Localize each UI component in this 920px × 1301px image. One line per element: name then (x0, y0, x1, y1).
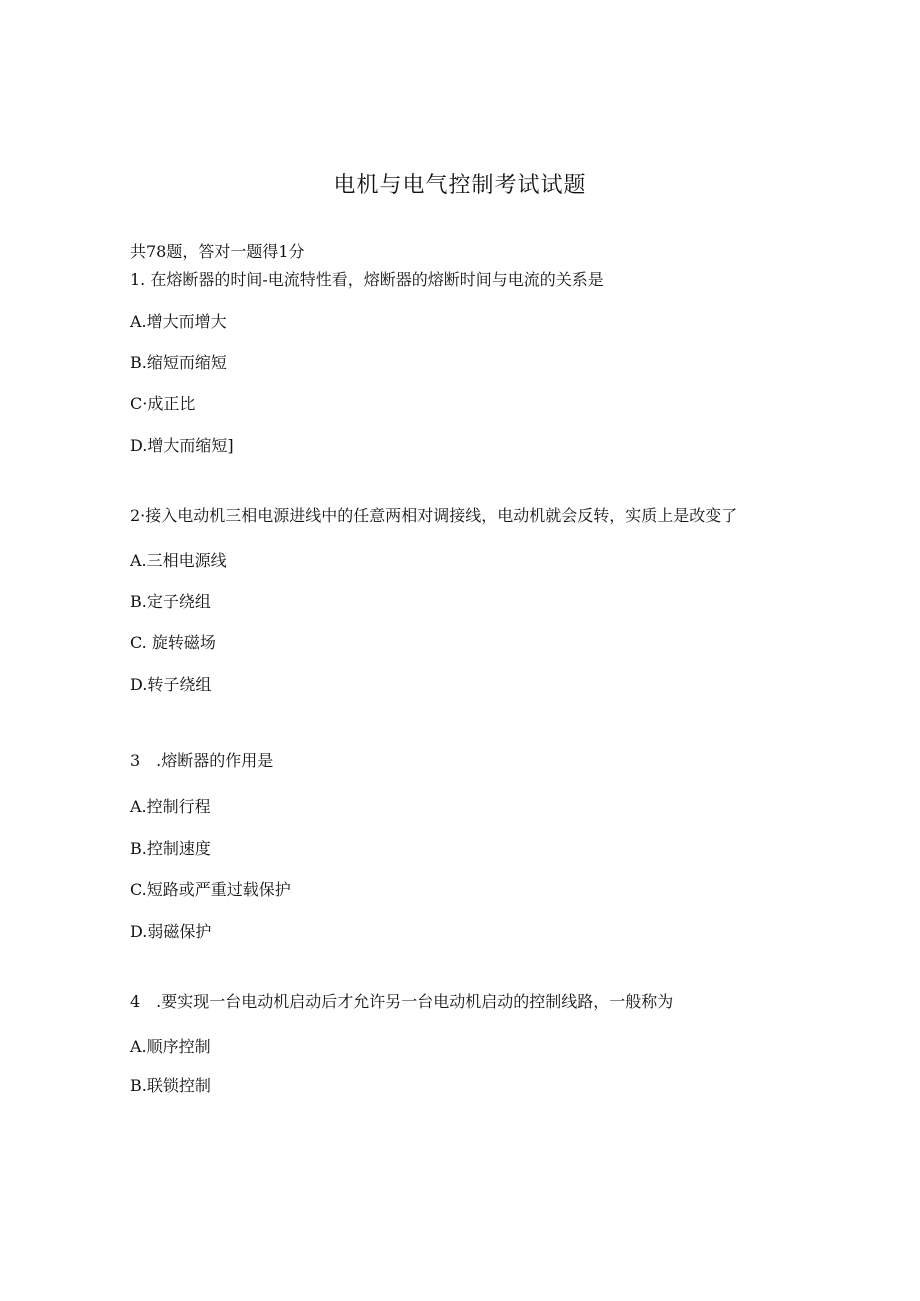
question-1-option-b: B.缩短而缩短 (130, 353, 227, 372)
question-1-option-c: C·成正比 (130, 394, 196, 413)
question-2-option-c: C. 旋转磁场 (130, 633, 216, 652)
document-title: 电机与电气控制考试试题 (333, 173, 587, 198)
question-1-option-a: A.增大而增大 (130, 312, 227, 331)
question-3-stem: 3 .熔断器的作用是 (130, 751, 274, 770)
question-1-stem: 1. 在熔断器的时间-电流特性看，熔断器的熔断时间与电流的关系是 (130, 270, 604, 289)
question-1-option-d: D.增大而缩短] (130, 436, 234, 455)
question-2-stem: 2·接入电动机三相电源进线中的任意两相对调接线，电动机就会反转，实质上是改变了 (130, 506, 738, 525)
question-2-option-b: B.定子绕组 (130, 592, 211, 611)
question-2-option-d: D.转子绕组 (130, 675, 212, 694)
question-4-option-a: A.顺序控制 (130, 1037, 211, 1056)
question-3-option-c: C.短路或严重过载保护 (130, 880, 291, 899)
question-4-option-b: B.联锁控制 (130, 1076, 211, 1095)
question-4-stem: 4 .要实现一台电动机启动后才允许另一台电动机启动的控制线路，一般称为 (130, 992, 674, 1011)
question-3-option-d: D.弱磁保护 (130, 922, 212, 941)
question-3-option-b: B.控制速度 (130, 839, 211, 858)
exam-intro: 共78题，答对一题得1分 (130, 242, 305, 261)
question-2-option-a: A.三相电源线 (130, 551, 227, 570)
question-3-option-a: A.控制行程 (130, 797, 211, 816)
